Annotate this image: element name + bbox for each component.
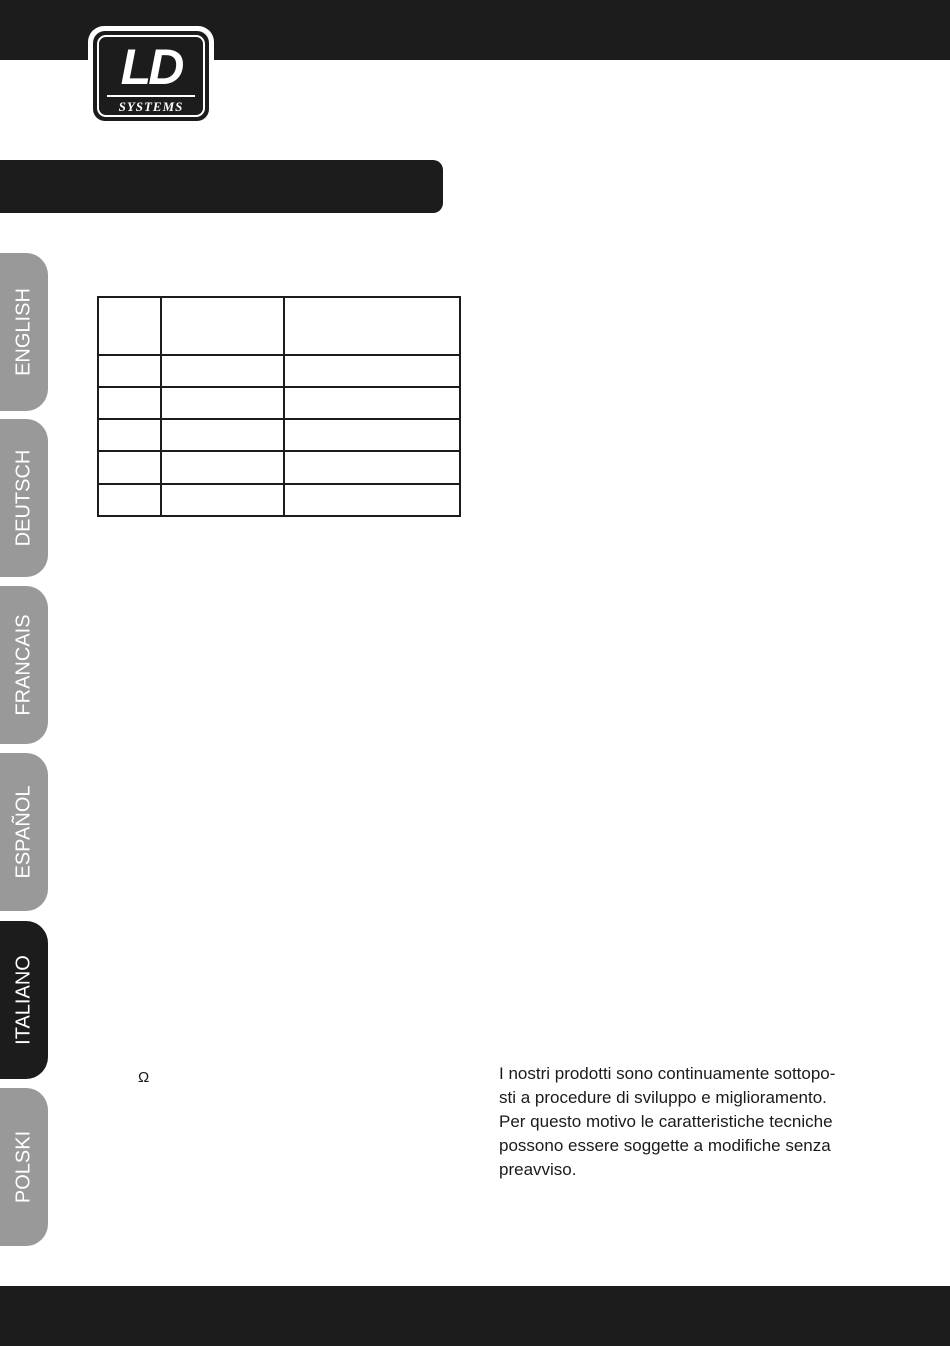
table-cell <box>284 355 460 387</box>
logo-main-text: LD <box>120 39 182 95</box>
table-cell <box>161 451 284 483</box>
tab-label: FRANCAIS <box>12 614 35 716</box>
tab-francais[interactable] <box>0 586 48 744</box>
table-header-row <box>98 297 460 355</box>
tab-espanol[interactable] <box>0 753 48 911</box>
brand-logo <box>88 26 214 126</box>
table-cell <box>98 484 161 516</box>
logo-frame <box>97 35 205 117</box>
tab-english[interactable] <box>0 253 48 411</box>
table-row <box>98 484 460 516</box>
tab-label: DEUTSCH <box>12 449 35 547</box>
tab-label: POLSKI <box>12 1130 35 1204</box>
spec-change-notice <box>499 1062 844 1182</box>
footer-bar <box>0 1286 950 1346</box>
table-row <box>98 355 460 387</box>
tab-label: ESPAÑOL <box>12 785 35 879</box>
notice-line: Per questo motivo le caratteristiche tecniche <box>499 1112 833 1131</box>
table-row <box>98 451 460 483</box>
table-cell <box>161 355 284 387</box>
tab-polski[interactable] <box>0 1088 48 1246</box>
table-cell <box>161 419 284 451</box>
tab-italiano[interactable] <box>0 921 48 1079</box>
section-title-bar <box>0 160 443 213</box>
logo-sub-text: SYSTEMS <box>118 99 184 114</box>
table-cell <box>284 387 460 419</box>
notice-line: I nostri prodotti sono continuamente sottopo- <box>499 1064 836 1083</box>
ohm-symbol: Ω <box>138 1069 150 1086</box>
table-cell <box>284 484 460 516</box>
logo-divider <box>107 95 195 97</box>
notice-line: possono essere soggette a modifiche senza <box>499 1136 831 1155</box>
table-cell <box>98 387 161 419</box>
notice-line: preavviso. <box>499 1160 577 1179</box>
table-cell <box>161 484 284 516</box>
table-cell <box>98 355 161 387</box>
table-header-cell <box>98 297 161 355</box>
tab-deutsch[interactable] <box>0 419 48 577</box>
table-cell <box>98 451 161 483</box>
table-cell <box>284 451 460 483</box>
spec-table <box>97 296 461 517</box>
table-row <box>98 387 460 419</box>
table-header-cell <box>161 297 284 355</box>
table-header-cell <box>284 297 460 355</box>
table-cell <box>284 419 460 451</box>
tab-label: ITALIANO <box>12 955 35 1045</box>
tab-label: ENGLISH <box>12 288 35 376</box>
notice-line: sti a procedure di sviluppo e miglioramento. <box>499 1088 827 1107</box>
table-row <box>98 419 460 451</box>
table-cell <box>161 387 284 419</box>
logo-badge <box>93 31 209 121</box>
table-cell <box>98 419 161 451</box>
